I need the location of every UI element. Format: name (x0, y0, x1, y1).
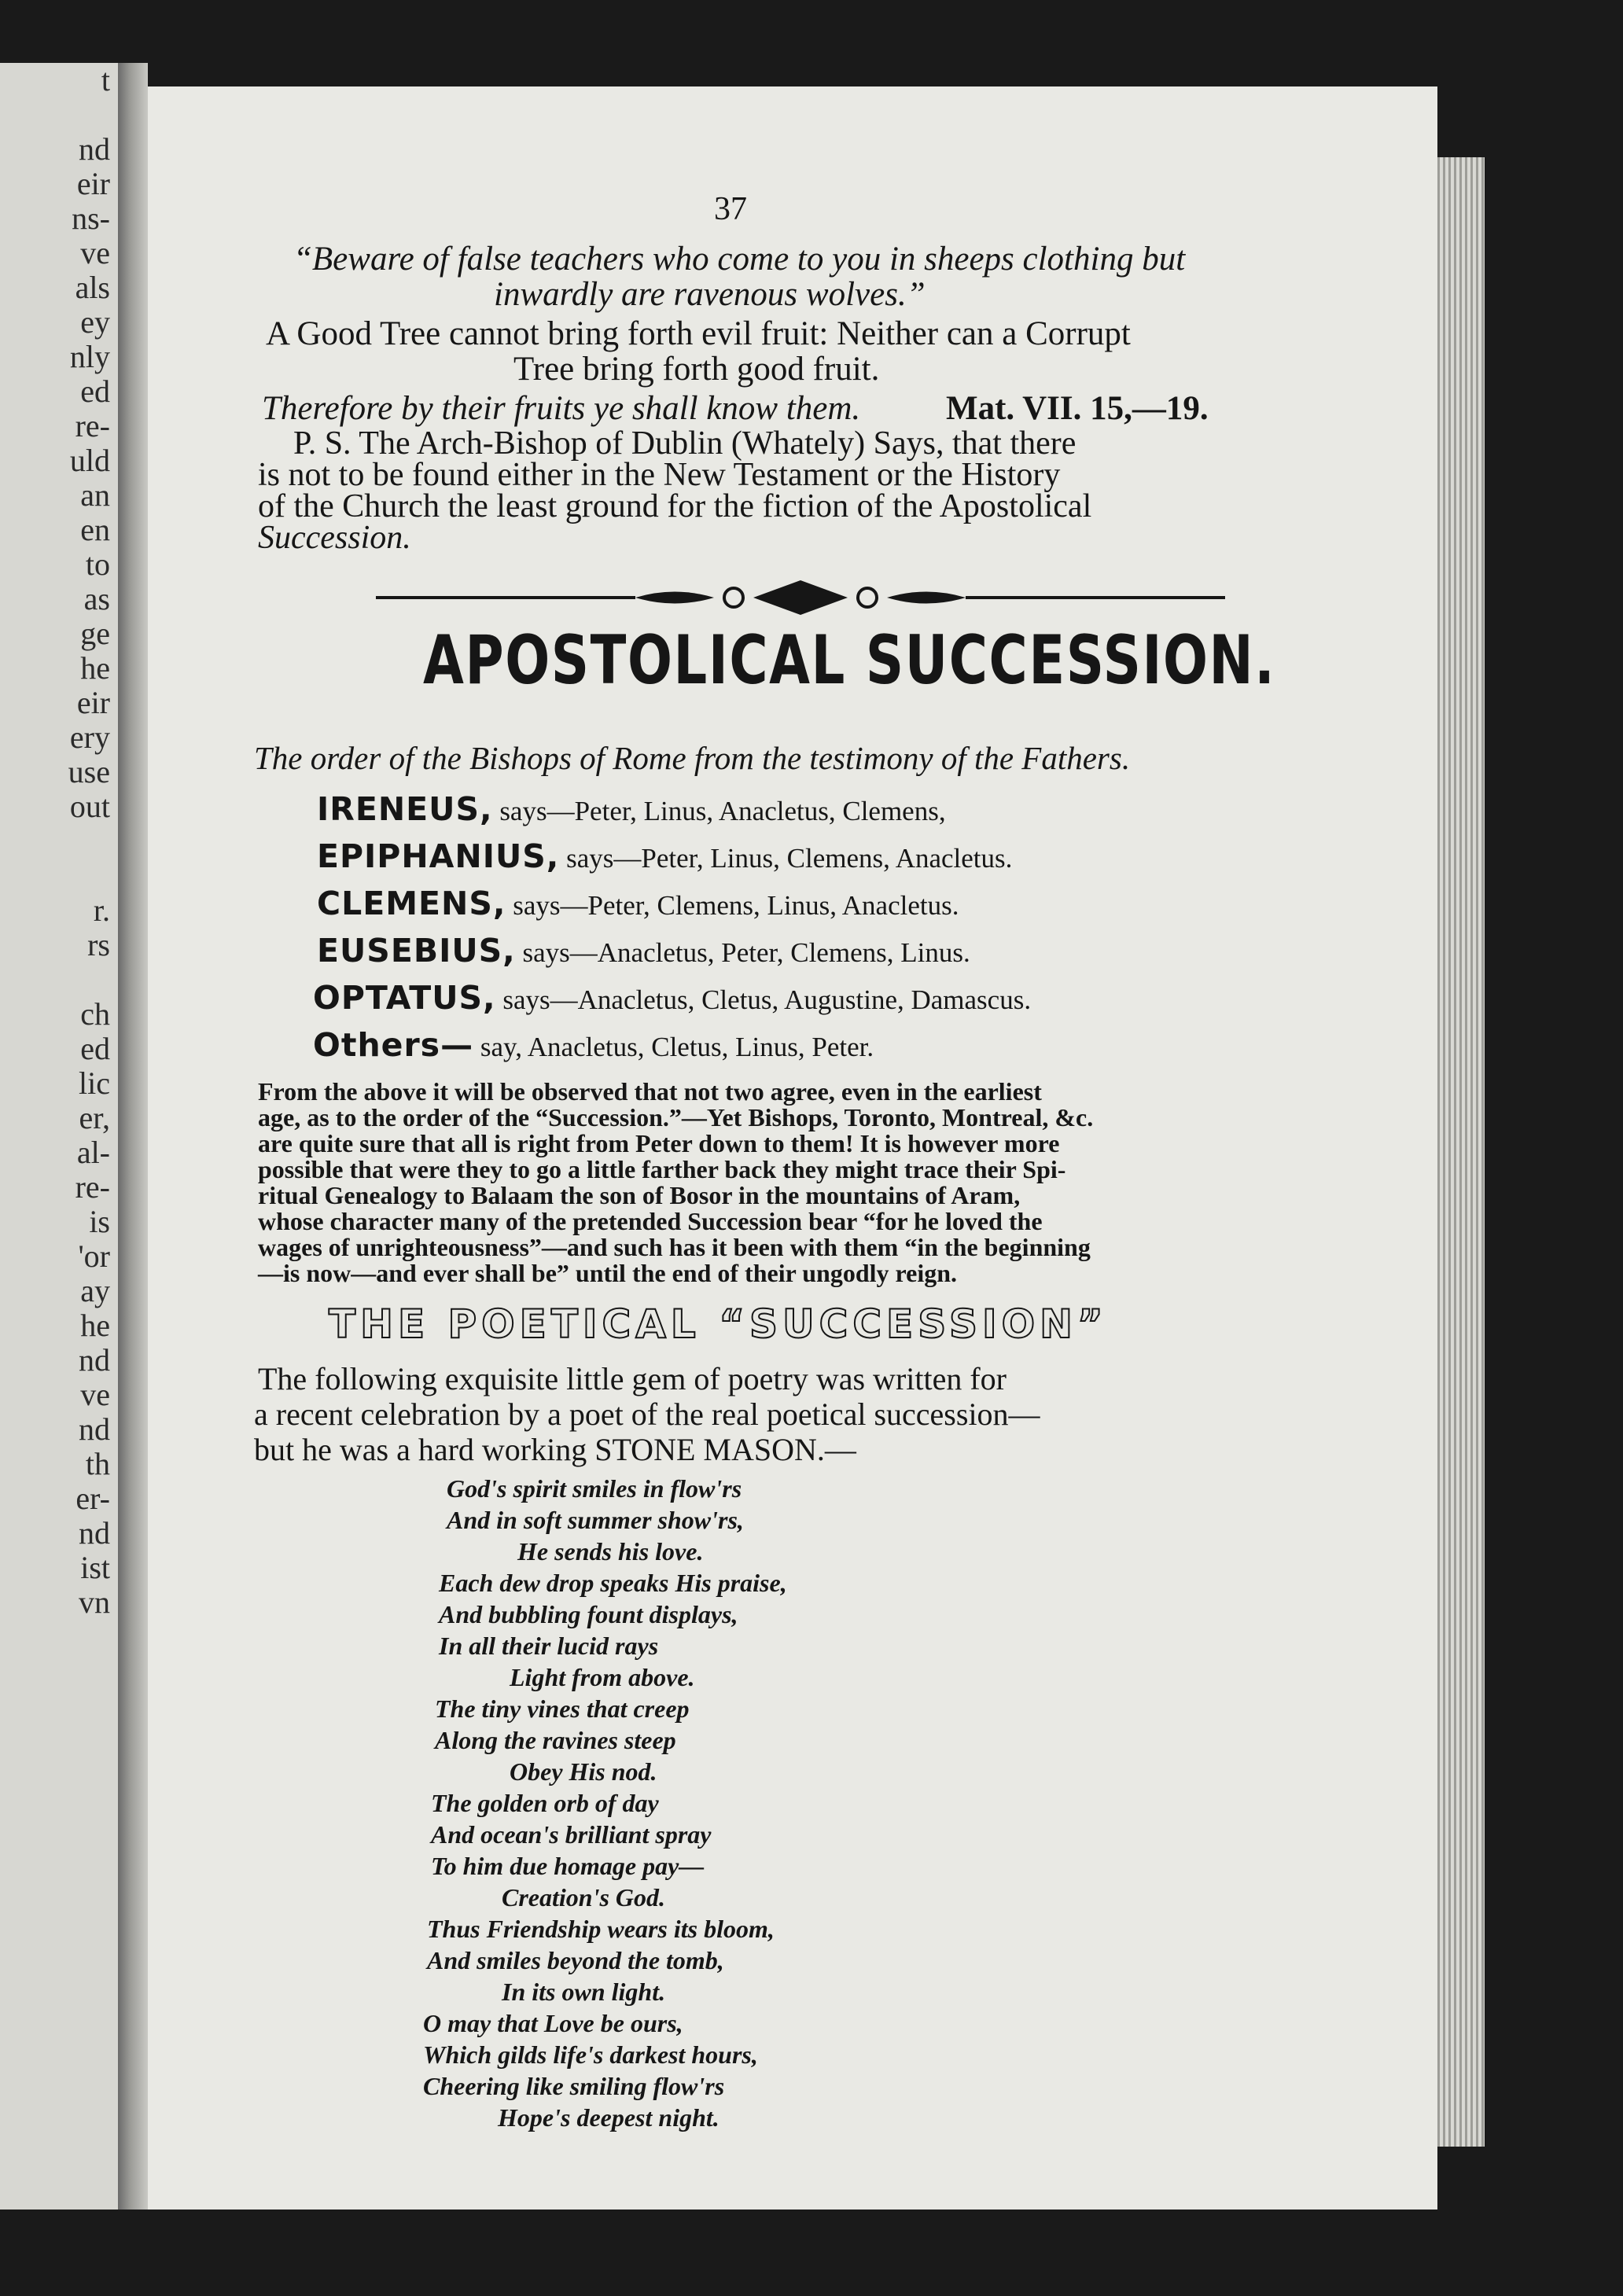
poem-line: And in soft summer show'rs, (447, 1506, 744, 1534)
left-page-fragment: is (89, 1204, 110, 1239)
commentary-line: are quite sure that all is right from Peter down to them! It is however more (258, 1129, 1060, 1157)
left-page-fragment: nd (79, 1342, 110, 1378)
left-page-fragment: ed (80, 1031, 110, 1066)
commentary-line: possible that were they to go a little farther back they might trace their Spi- (258, 1155, 1066, 1183)
left-page-fragment: th (85, 1446, 110, 1481)
poem-line: Creation's God. (502, 1883, 666, 1911)
ornament-divider (376, 574, 1225, 621)
book-gutter (118, 63, 148, 2210)
bishop-text: says—Anacletus, Peter, Clemens, Linus. (522, 937, 970, 968)
poem-line: Obey His nod. (510, 1757, 657, 1786)
left-page-text-fragments (0, 63, 110, 1620)
quote-line-2: inwardly are ravenous wolves.” (494, 276, 926, 313)
quote-line-1: “Beware of false teachers who come to you in sheeps clothing but (293, 241, 1186, 278)
commentary-line: From the above it will be observed that not two agree, even in the earliest (258, 1077, 1042, 1106)
left-page-fragment: ge (80, 616, 110, 651)
left-page-fragment: out (69, 789, 110, 824)
left-page-fragment: al- (76, 1135, 110, 1170)
commentary-line: whose character many of the pretended Succession bear “for he loved the (258, 1207, 1043, 1235)
left-page-fragment: lic (79, 1065, 110, 1101)
bishop-text: says—Peter, Linus, Clemens, Anacletus. (566, 843, 1013, 874)
bishop-text: says—Peter, Linus, Anacletus, Clemens, (499, 796, 946, 826)
left-page-fragment: uld (69, 443, 110, 478)
left-page-fragment: er, (79, 1100, 110, 1135)
left-page-fragment: ay (80, 1273, 110, 1308)
left-page-fragment: ve (80, 235, 110, 270)
scripture-reference: Mat. VII. 15,—19. (946, 390, 1209, 427)
left-page-fragment: ch (80, 996, 110, 1032)
bishop-name: CLEMENS, (317, 885, 506, 922)
poem-line: Hope's deepest night. (498, 2103, 719, 2132)
poem-line: The golden orb of day (431, 1789, 659, 1817)
poem-line: The tiny vines that creep (435, 1694, 690, 1723)
bishop-text: says—Peter, Clemens, Linus, Anacletus. (513, 890, 959, 921)
left-page-fragment: t (101, 62, 110, 98)
left-page-fragment: nly (69, 339, 110, 374)
left-page-fragment: he (80, 1308, 110, 1343)
left-page-fragment: als (75, 270, 110, 305)
left-page-fragment: use (68, 754, 110, 789)
poem-line: In all their lucid rays (439, 1632, 659, 1660)
bishop-name: EUSEBIUS, (317, 932, 516, 970)
left-page-fragment: eir (76, 685, 110, 720)
poetical-intro-line: The following exquisite little gem of poetry was written for (258, 1361, 1007, 1396)
ps-line-1: P. S. The Arch-Bishop of Dublin (Whately) Says, that there (293, 425, 1076, 462)
left-page-fragment: rs (87, 927, 110, 962)
left-page-fragment: ns- (72, 201, 110, 236)
left-page-fragment: en (80, 512, 110, 547)
poem-line: Along the ravines steep (435, 1726, 676, 1754)
left-page-fragment: nd (79, 1411, 110, 1447)
left-page-fragment: r. (93, 892, 110, 928)
bishop-row (313, 1026, 874, 1064)
commentary-line: ritual Genealogy to Balaam the son of Bosor in the mountains of Aram, (258, 1181, 1021, 1209)
left-page-fragment: re- (75, 1169, 110, 1205)
poem-line: In its own light. (502, 1978, 666, 2006)
left-page-fragment: to (85, 546, 110, 582)
bishop-name: IRENEUS, (317, 790, 493, 828)
left-page-fragment: he (80, 650, 110, 686)
poem-line: Cheering like smiling flow'rs (423, 2072, 725, 2100)
left-page-fragment: as (83, 581, 110, 616)
poem-line: And smiles beyond the tomb, (427, 1946, 724, 1974)
ps-line-4: Succession. (258, 520, 411, 556)
bishop-text: says—Anacletus, Cletus, Augustine, Damascus. (502, 984, 1032, 1015)
poem-line: Each dew drop speaks His praise, (439, 1569, 787, 1597)
poem-line: And ocean's brilliant spray (431, 1820, 712, 1849)
left-page-fragment: an (80, 477, 110, 513)
poetical-title: THE POETICAL “SUCCESSION” (329, 1301, 1108, 1347)
left-page-fragment (0, 824, 110, 859)
left-page-fragment (0, 98, 110, 132)
poem-line: God's spirit smiles in flow'rs (447, 1474, 742, 1503)
commentary-line: wages of unrighteousness”—and such has it been with them “in the beginning (258, 1233, 1091, 1261)
left-page-fragment: re- (75, 408, 110, 443)
quote-line-4: Tree bring forth good fruit. (513, 351, 880, 388)
bishop-name: Others— (313, 1026, 474, 1064)
left-page-fragment: ey (80, 304, 110, 340)
book-page (148, 86, 1437, 2210)
left-page-fragment: nd (79, 1515, 110, 1551)
ps-line-2: is not to be found either in the New Testament or the History (258, 457, 1061, 493)
left-page-fragment: 'or (78, 1238, 110, 1274)
poem-line: Light from above. (510, 1663, 695, 1691)
bishop-row (313, 979, 1031, 1017)
bishop-text: say, Anacletus, Cletus, Linus, Peter. (480, 1032, 874, 1062)
page-edges (1437, 157, 1485, 2147)
poem-line: And bubbling fount displays, (439, 1600, 738, 1628)
left-page-fragment: vn (79, 1584, 110, 1620)
ps-line-3: of the Church the least ground for the fiction of the Apostolical (258, 488, 1092, 524)
bishops-intro: The order of the Bishops of Rome from the testimony of the Fathers. (254, 740, 1131, 776)
quote-line-5: Therefore by their fruits ye shall know them. (262, 390, 861, 427)
bishop-name: EPIPHANIUS, (317, 837, 560, 875)
poetical-intro-line: a recent celebration by a poet of the real poetical succession— (254, 1396, 1040, 1432)
commentary-line: age, as to the order of the “Succession.”—Yet Bishops, Toronto, Montreal, &c. (258, 1103, 1094, 1131)
bishop-row (317, 932, 970, 970)
poetical-intro-line: but he was a hard working STONE MASON.— (254, 1432, 856, 1467)
left-facing-page (0, 63, 118, 2210)
left-page-fragment: er- (75, 1481, 110, 1516)
main-title: APOSTOLICAL SUCCESSION. (423, 621, 1276, 700)
page-number: 37 (714, 191, 747, 227)
commentary-line: —is now—and ever shall be” until the end of their ungodly reign. (258, 1259, 958, 1287)
poem-line: O may that Love be ours, (423, 2009, 683, 2037)
bishop-row (317, 790, 946, 828)
left-page-fragment (0, 859, 110, 893)
bishop-row (317, 837, 1012, 875)
poem-line: He sends his love. (517, 1537, 704, 1566)
poem-line: To him due homage pay— (431, 1852, 705, 1880)
left-page-fragment: eir (76, 166, 110, 201)
left-page-fragment: ist (80, 1550, 110, 1585)
left-page-fragment: nd (79, 131, 110, 167)
poem-line: Thus Friendship wears its bloom, (427, 1915, 775, 1943)
bishop-row (317, 885, 959, 922)
bishop-name: OPTATUS, (313, 979, 496, 1017)
left-page-fragment: ed (80, 373, 110, 409)
left-page-fragment: ery (69, 719, 110, 755)
left-page-fragment (0, 962, 110, 997)
poem-line: Which gilds life's darkest hours, (423, 2040, 758, 2069)
left-page-fragment: ve (80, 1377, 110, 1412)
quote-line-3: A Good Tree cannot bring forth evil fruit: Neither can a Corrupt (266, 315, 1131, 352)
